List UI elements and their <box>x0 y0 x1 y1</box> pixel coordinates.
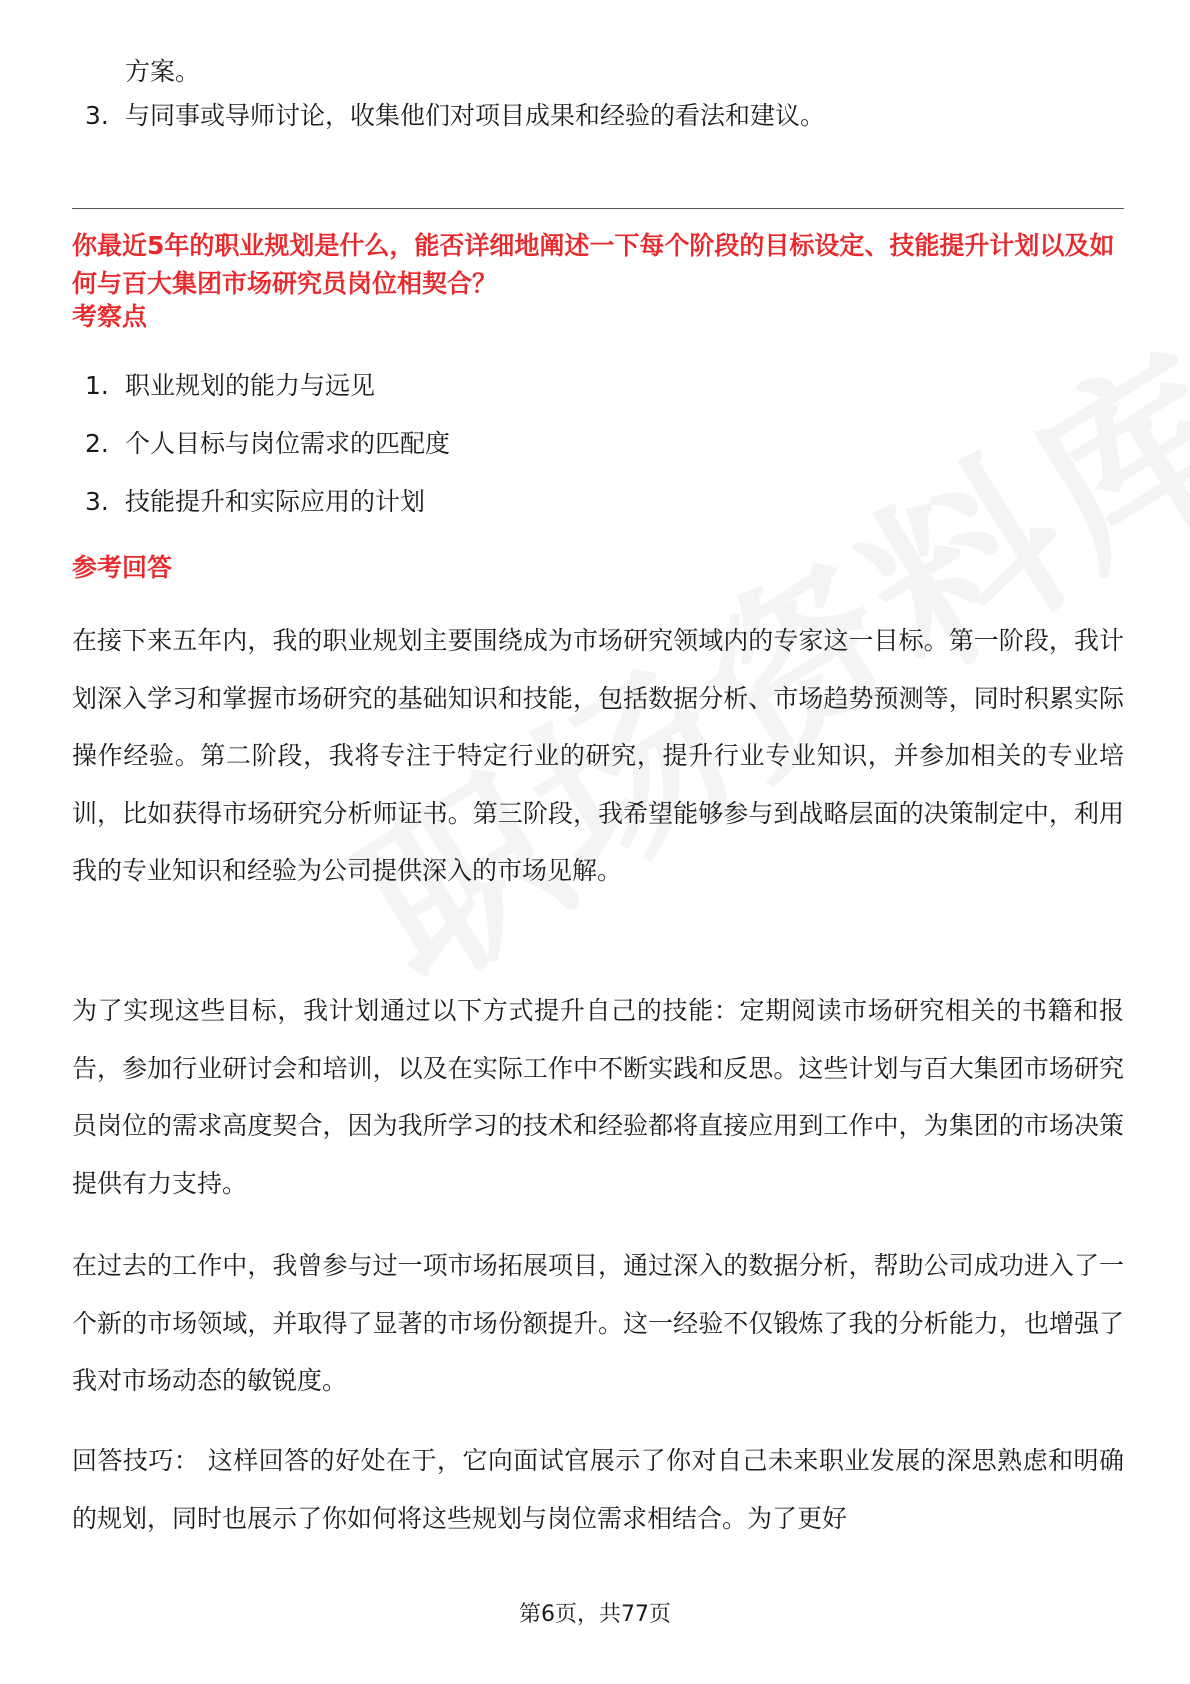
answer-paragraph: 为了实现这些目标，我计划通过以下方式提升自己的技能：定期阅读市场研究相关的书籍和报告，参加行业研讨会和培训，以及在实际工作中不断实践和反思。这些计划与百大集团市场研究员岗位的需求高度契合，因为我所学习的技术和经验都将直接应用到工作中，为集团的市场决策提供有力支持。 <box>72 996 1124 1198</box>
answer-heading: 参考回答 <box>72 553 173 582</box>
list-number: 1. <box>85 371 109 400</box>
list-number: 3. <box>85 487 109 516</box>
section-divider <box>72 208 1124 209</box>
list-text: 个人目标与岗位需求的匹配度 <box>125 429 451 458</box>
continued-text: 方案。 <box>125 57 201 86</box>
list-text: 技能提升和实际应用的计划 <box>125 487 426 516</box>
answer-tip-paragraph: 回答技巧： 这样回答的好处在于，它向面试官展示了你对自己未来职业发展的深思熟虑和明确的规划，同时也展示了你如何将这些规划与岗位需求相结合。为了更好 <box>72 1446 1124 1533</box>
list-text: 职业规划的能力与远见 <box>125 371 376 400</box>
answer-paragraph: 在过去的工作中，我曾参与过一项市场拓展项目，通过深入的数据分析，帮助公司成功进入了一个新的市场领域，并取得了显著的市场份额提升。这一经验不仅锻炼了我的分析能力，也增强了我对市场动态的敏锐度。 <box>72 1251 1124 1395</box>
list-number: 3. <box>85 101 109 130</box>
list-text: 与同事或导师讨论，收集他们对项目成果和经验的看法和建议。 <box>125 101 826 130</box>
answer-paragraph: 在接下来五年内，我的职业规划主要围绕成为市场研究领域内的专家这一目标。第一阶段，我计划深入学习和掌握市场研究的基础知识和技能，包括数据分析、市场趋势预测等，同时积累实际操作经验。第二阶段，我将专注于特定行业的研究，提升行业专业知识，并参加相关的专业培训，比如获得市场研究分析师证书。第三阶段，我希望能够参与到战略层面的决策制定中，利用我的专业知识和经验为公司提供深入的市场见解。 <box>72 626 1124 885</box>
list-number: 2. <box>85 429 109 458</box>
question-title: 你最近5年的职业规划是什么，能否详细地阐述一下每个阶段的目标设定、技能提升计划以及如何与百大集团市场研究员岗位相契合？ <box>72 231 1115 298</box>
focus-heading: 考察点 <box>72 302 148 331</box>
page-footer: 第6页，共77页 <box>519 1602 671 1627</box>
